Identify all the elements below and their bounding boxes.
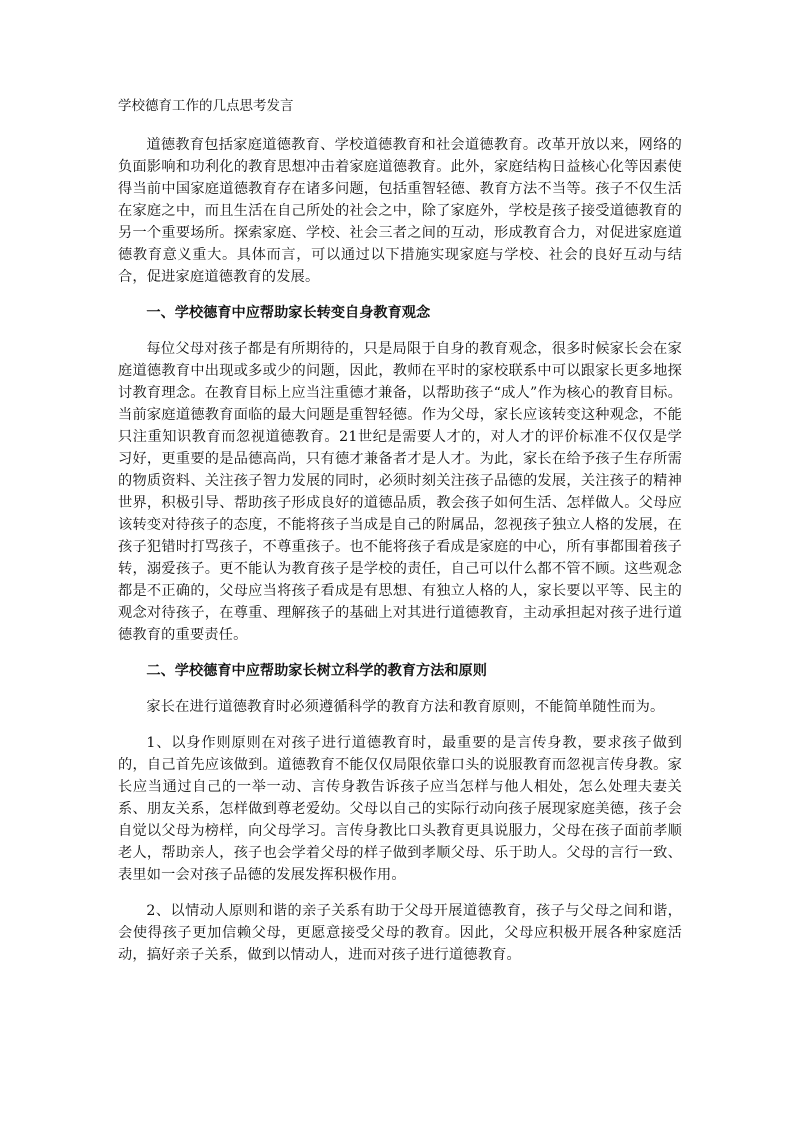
section-2-point-1: 1、以身作则原则在对孩子进行道德教育时，最重要的是言传身教，要求孩子做到的，自己首先应该做到。道德教育不能仅仅局限依靠口头的说服教育而忽视言传身教。家长应当通过自己的一举一动、言传身教告诉孩子应当怎样与他人相处，怎么处理夫妻关系、朋友关系，怎样做到尊老爱幼。父母以自己的实际行动向孩子展现家庭美德，孩子会自觉以父母为榜样，向父母学习。言传身教比口头教育更具说服力，父母在孩子面前孝顺老人，帮助亲人，孩子也会学着父母的样子做到孝顺父母、乐于助人。父母的言行一致、表里如一会对孩子品德的发展发挥积极作用。 — [118, 735, 682, 883]
document-page — [118, 96, 682, 980]
section-2-intro: 家长在进行道德教育时必须遵循科学的教育方法和教育原则，不能简单随性而为。 — [146, 699, 665, 715]
document-title: 学校德育工作的几点思考发言 — [118, 98, 294, 114]
intro-paragraph: 道德教育包括家庭道德教育、学校道德教育和社会道德教育。改革开放以来，网络的负面影响和功利化的教育思想冲击着家庭道德教育。此外，家庭结构日益核心化等因素使得当前中国家庭道德教育存在诸多问题，包括重智轻德、教育方法不当等。孩子不仅生活在家庭之中，而且生活在自己所处的社会之中，除了家庭外，学校是孩子接受道德教育的另一个重要场所。探索家庭、学校、社会三者之间的互动，形成教育合力，对促进家庭道德教育意义重大。具体而言，可以通过以下措施实现家庭与学校、社会的良好互动与结合，促进家庭道德教育的发展。 — [118, 137, 682, 285]
section-2-heading: 二、学校德育中应帮助家长树立科学的教育方法和原则 — [146, 663, 487, 679]
section-2-point-2: 2、以情动人原则和谐的亲子关系有助于父母开展道德教育，孩子与父母之间和谐，会使得孩子更加信赖父母，更愿意接受父母的教育。因此，父母应积极开展各种家庭活动，搞好亲子关系，做到以情动人，进而对孩子进行道德教育。 — [118, 903, 682, 963]
section-1-heading: 一、学校德育中应帮助家长转变自身教育观念 — [146, 305, 431, 321]
section-1-body: 每位父母对孩子都是有所期待的，只是局限于自身的教育观念，很多时候家长会在家庭道德教育中出现或多或少的问题，因此，教师在平时的家校联系中可以跟家长更多地探讨教育理念。在教育目标上应当注重德才兼备，以帮助孩子“成人”作为核心的教育目标。当前家庭道德教育面临的最大问题是重智轻德。作为父母，家长应该转变这种观念，不能只注重知识教育而忽视道德教育。21世纪是需要人才的，对人才的评价标准不仅仅是学习好，更重要的是品德高尚，只有德才兼备者才是人才。为此，家长在给予孩子生存所需的物质资料、关注孩子智力发展的同时，必须时刻关注孩子品德的发展，关注孩子的精神世界，积极引导、帮助孩子形成良好的道德品质，教会孩子如何生活、怎样做人。父母应该转变对待孩子的态度，不能将孩子当成是自己的附属品，忽视孩子独立人格的发展，在孩子犯错时打骂孩子，不尊重孩子。也不能将孩子看成是家庭的中心，所有事都围着孩子转，溺爱孩子。更不能认为教育孩子是学校的责任，自己可以什么都不管不顾。这些观念都是不正确的，父母应当将孩子看成是有思想、有独立人格的人，家长要以平等、民主的观念对待孩子，在尊重、理解孩子的基础上对其进行道德教育，主动承担起对孩子进行道德教育的重要责任。 — [118, 341, 682, 643]
